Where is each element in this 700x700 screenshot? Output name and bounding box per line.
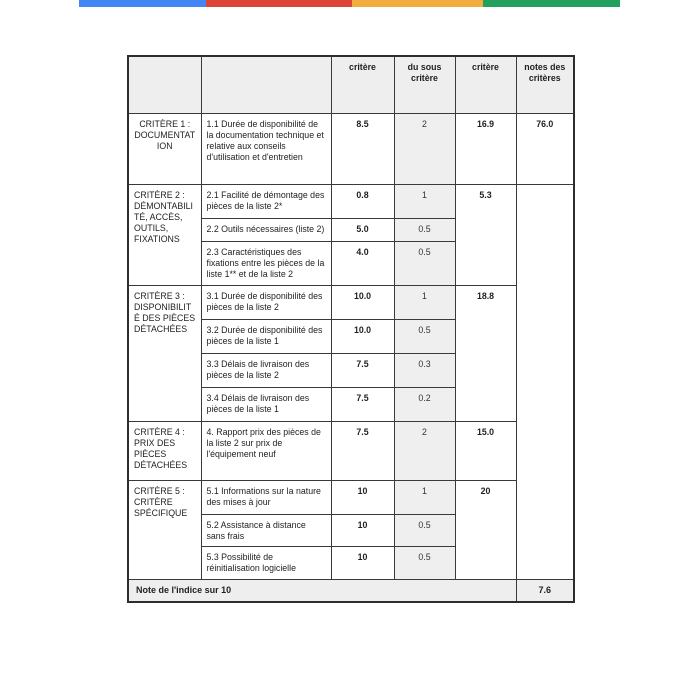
subcriterion-2-1-weight: 1 bbox=[394, 184, 455, 218]
table-row bbox=[128, 421, 574, 480]
table-row bbox=[128, 184, 574, 218]
subcriterion-4-weight: 2 bbox=[394, 421, 455, 480]
subcriterion-3-3-weight: 0.3 bbox=[394, 353, 455, 387]
subcriterion-5-1-label: 5.1 Informations sur la nature des mises à jour bbox=[201, 480, 331, 514]
subcriterion-3-1-weight: 1 bbox=[394, 285, 455, 319]
subcriterion-3-2-weight: 0.5 bbox=[394, 319, 455, 353]
criterion-1-group-score: 16.9 bbox=[455, 113, 516, 184]
criterion-2-group-score: 5.3 bbox=[455, 184, 516, 285]
subcriterion-2-1-label: 2.1 Facilité de démontage des pièces de la liste 2* bbox=[201, 184, 331, 218]
criterion-4-name: CRITÈRE 4 : PRIX DES PIÈCES DÉTACHÉES bbox=[128, 421, 201, 480]
subcriterion-3-3-label: 3.3 Délais de livraison des pièces de la liste 2 bbox=[201, 353, 331, 387]
index-note-label: Note de l'indice sur 10 bbox=[128, 579, 516, 602]
criterion-2-name: CRITÈRE 2 : DÉMONTABILITÉ, ACCÈS, OUTILS, FIXATIONS bbox=[128, 184, 201, 285]
subcriterion-2-3-score: 4.0 bbox=[331, 241, 394, 285]
subcriterion-2-2-score: 5.0 bbox=[331, 218, 394, 241]
subcriterion-5-3-score: 10 bbox=[331, 546, 394, 579]
subcriterion-3-4-score: 7.5 bbox=[331, 387, 394, 421]
subcriterion-5-2-score: 10 bbox=[331, 514, 394, 546]
header-cell-notes-criteres: notes des critères bbox=[516, 56, 574, 113]
criterion-5-group-score: 20 bbox=[455, 480, 516, 579]
subcriterion-4-label: 4. Rapport prix des pièces de la liste 2 sur prix de l'équipement neuf bbox=[201, 421, 331, 480]
subcriterion-3-4-label: 3.4 Délais de livraison des pièces de la liste 1 bbox=[201, 387, 331, 421]
subcriterion-2-3-weight: 0.5 bbox=[394, 241, 455, 285]
subcriterion-5-3-label: 5.3 Possibilité de réinitialisation logicielle bbox=[201, 546, 331, 579]
subcriterion-3-1-label: 3.1 Durée de disponibilité des pièces de la liste 2 bbox=[201, 285, 331, 319]
subcriterion-3-1-score: 10.0 bbox=[331, 285, 394, 319]
header-cell-critere-score: critère bbox=[331, 56, 394, 113]
bar-segment-red bbox=[206, 0, 352, 7]
criteria-table bbox=[127, 55, 575, 603]
table-row bbox=[128, 113, 574, 184]
table-row bbox=[128, 285, 574, 319]
subcriterion-2-1-score: 0.8 bbox=[331, 184, 394, 218]
header-cell-critere-total: critère bbox=[455, 56, 516, 113]
subcriterion-3-2-label: 3.2 Durée de disponibilité des pièces de la liste 1 bbox=[201, 319, 331, 353]
bar-segment-blue bbox=[79, 0, 206, 7]
index-note-value: 7.6 bbox=[516, 579, 574, 602]
subcriterion-1-1-score: 8.5 bbox=[331, 113, 394, 184]
subcriterion-5-2-label: 5.2 Assistance à distance sans frais bbox=[201, 514, 331, 546]
header-cell-sous-critere: du sous critère bbox=[394, 56, 455, 113]
header-cell-empty-1 bbox=[128, 56, 201, 113]
total-note-value: 76.0 bbox=[516, 113, 574, 184]
criterion-4-group-score: 15.0 bbox=[455, 421, 516, 480]
subcriterion-3-3-score: 7.5 bbox=[331, 353, 394, 387]
criterion-1-name: CRITÈRE 1 : DOCUMENTATION bbox=[128, 113, 201, 184]
subcriterion-5-3-weight: 0.5 bbox=[394, 546, 455, 579]
subcriterion-1-1-weight: 2 bbox=[394, 113, 455, 184]
subcriterion-2-2-weight: 0.5 bbox=[394, 218, 455, 241]
top-color-bar bbox=[79, 0, 620, 7]
subcriterion-2-2-label: 2.2 Outils nécessaires (liste 2) bbox=[201, 218, 331, 241]
subcriterion-3-2-score: 10.0 bbox=[331, 319, 394, 353]
index-note-row bbox=[128, 579, 574, 602]
criterion-5-name: CRITÈRE 5 : CRITÈRE SPÉCIFIQUE bbox=[128, 480, 201, 579]
header-row bbox=[128, 56, 574, 113]
criterion-3-name: CRITÈRE 3 : DISPONIBILITÉ DES PIÈCES DÉTACHÉES bbox=[128, 285, 201, 421]
bar-segment-green bbox=[483, 0, 620, 7]
bar-segment-yellow bbox=[352, 0, 483, 7]
subcriterion-5-2-weight: 0.5 bbox=[394, 514, 455, 546]
subcriterion-1-1-label: 1.1 Durée de disponibilité de la documentation technique et relative aux conseils d'utilisation et d'entretien bbox=[201, 113, 331, 184]
notes-column-empty-cell bbox=[516, 184, 574, 579]
subcriterion-2-3-label: 2.3 Caractéristiques des fixations entre les pièces de la liste 1** et de la liste 2 bbox=[201, 241, 331, 285]
header-cell-empty-2 bbox=[201, 56, 331, 113]
subcriterion-5-1-weight: 1 bbox=[394, 480, 455, 514]
subcriterion-4-score: 7.5 bbox=[331, 421, 394, 480]
criterion-3-group-score: 18.8 bbox=[455, 285, 516, 421]
subcriterion-5-1-score: 10 bbox=[331, 480, 394, 514]
subcriterion-3-4-weight: 0.2 bbox=[394, 387, 455, 421]
table-row bbox=[128, 480, 574, 514]
